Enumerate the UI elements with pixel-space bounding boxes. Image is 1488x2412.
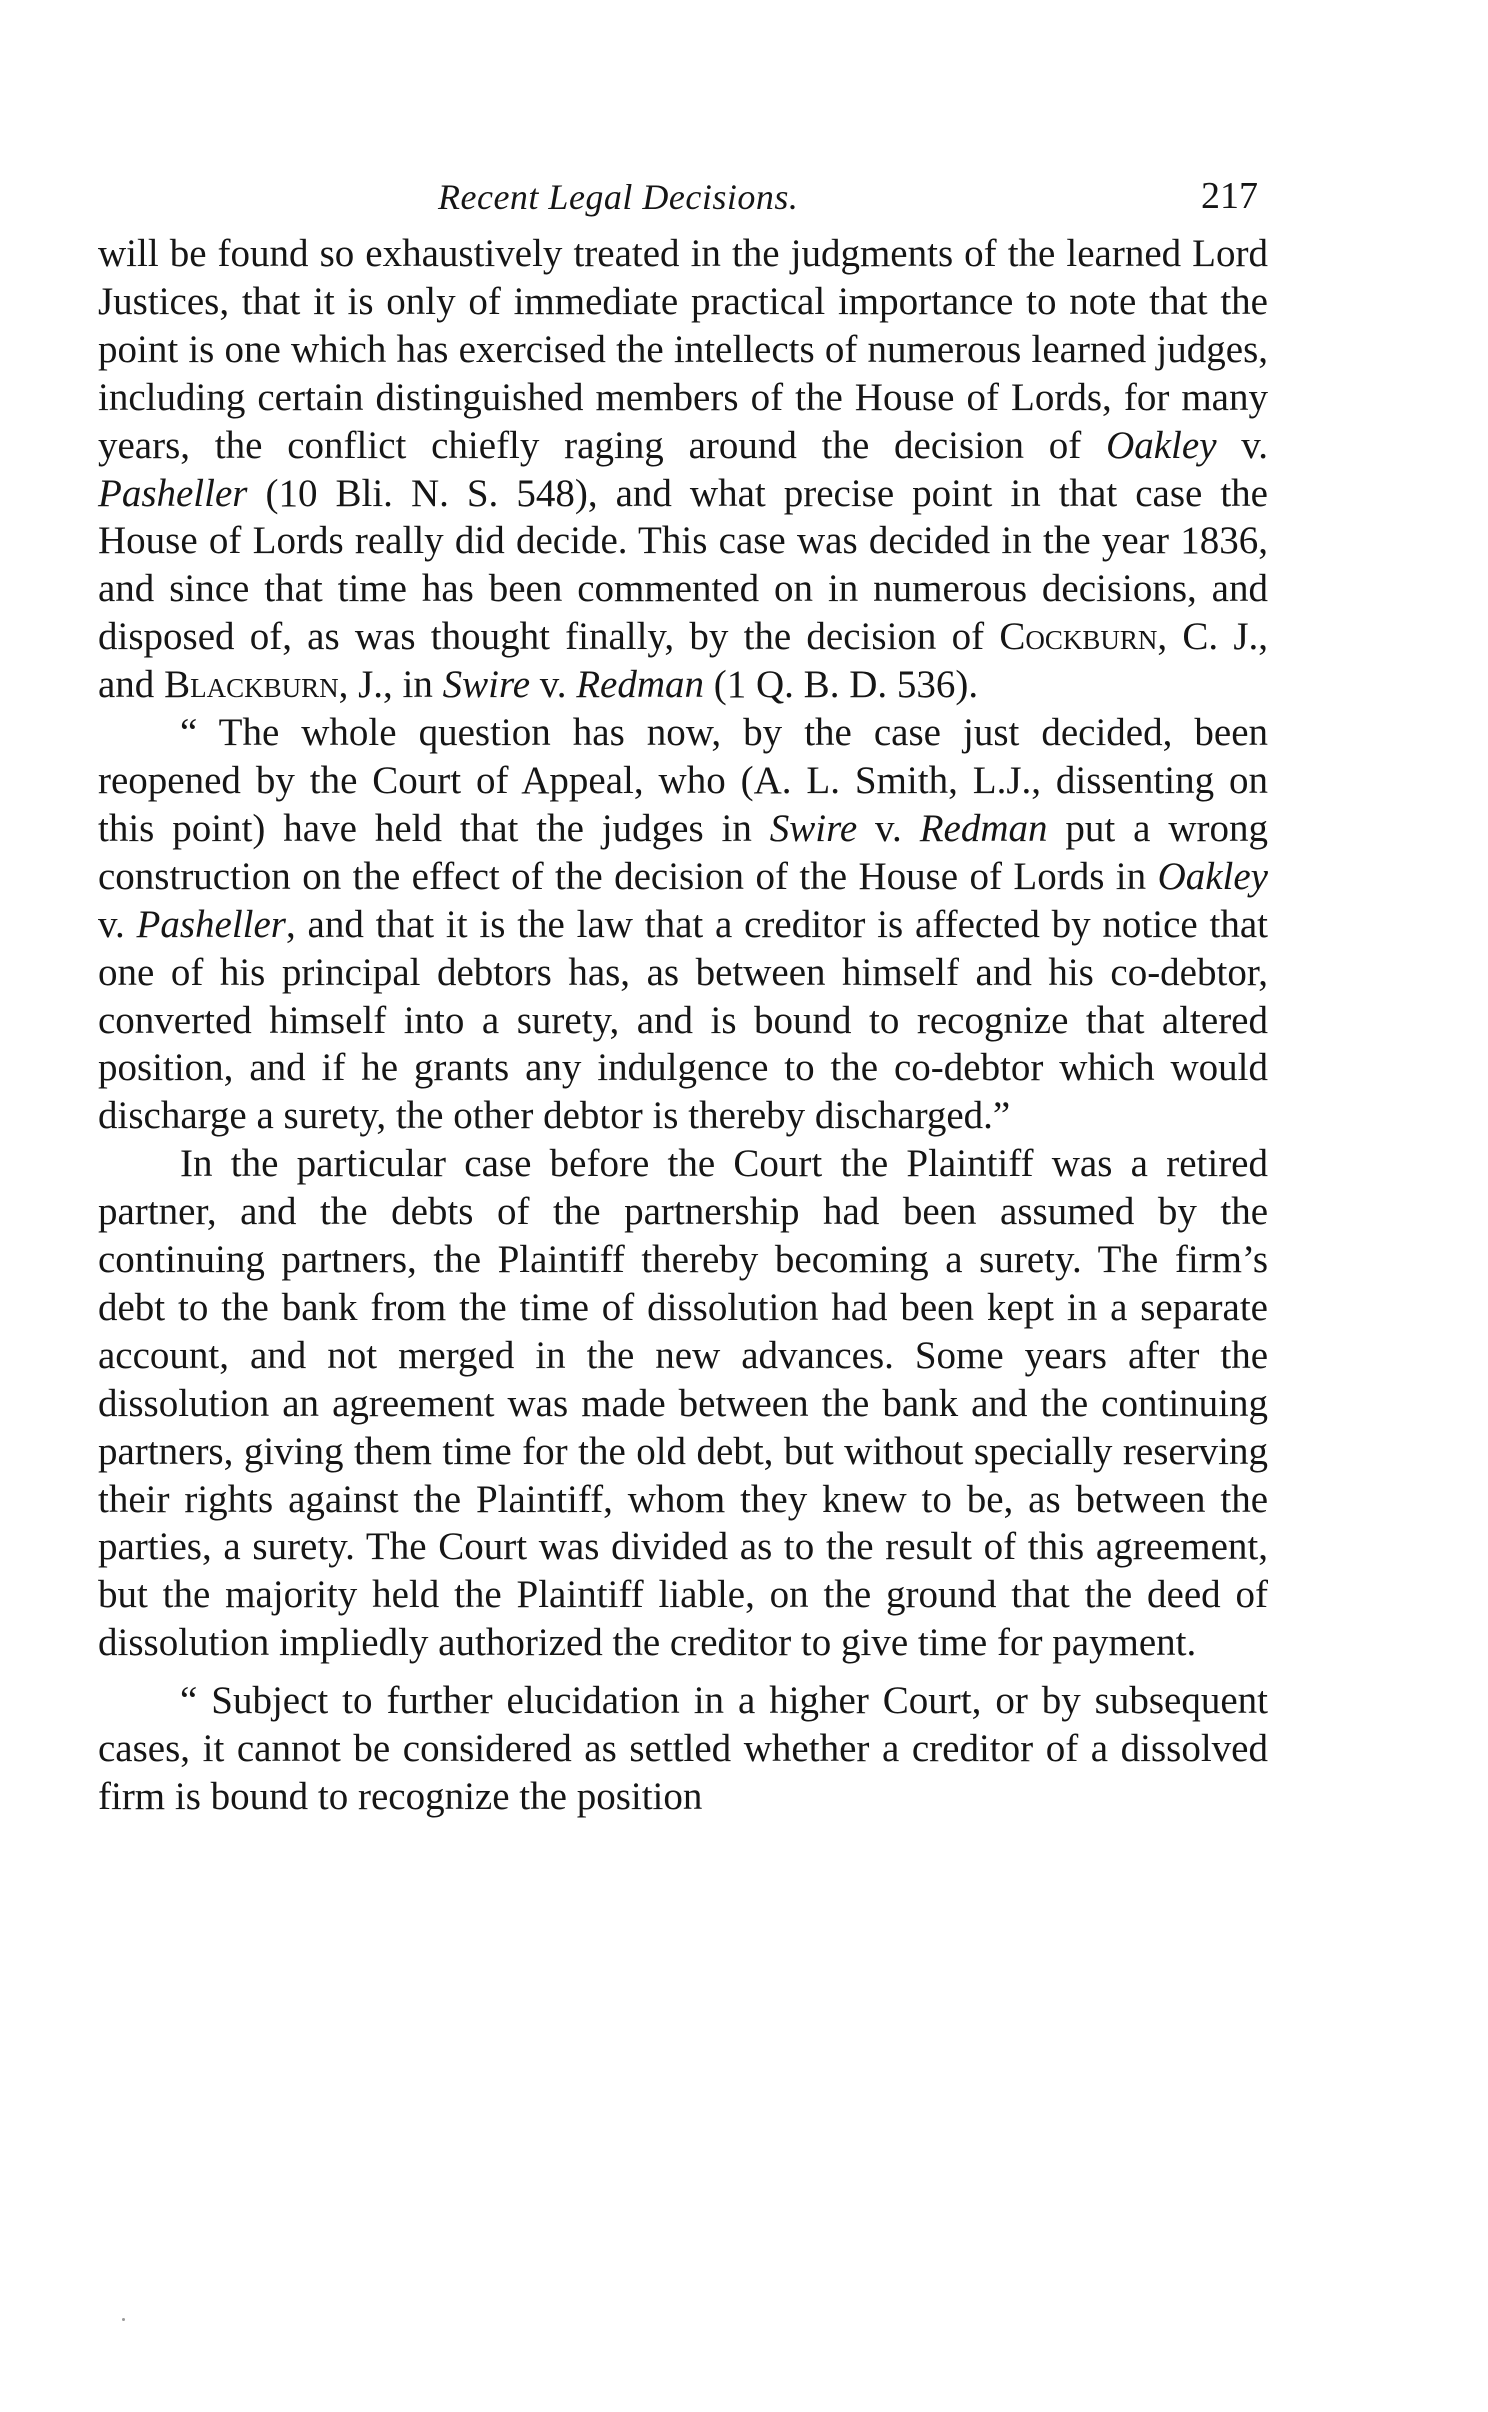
italic-citation: Oakley (1157, 854, 1268, 898)
page-number: 217 (1201, 175, 1258, 217)
text-run: will be found so exhaustively treated in the judgments of the learned Lord Justices, that it is only of immediate practical importance to note that the point is one which has exercised the intellects of numerous learned judges, including certain distinguished members of the House of Lords, for many years, the conflict chiefly raging around the decision of (98, 232, 1268, 467)
judge-name: Blackburn (164, 663, 339, 707)
italic-citation: Redman (576, 663, 705, 707)
text-run: , J., in (338, 663, 443, 707)
text-run: v. (98, 902, 137, 946)
paragraph (98, 230, 1268, 709)
text-run: v. (530, 663, 577, 707)
paragraph (98, 1677, 1268, 1821)
text-run: “ Subject to further elucidation in a higher Court, or by subsequent cases, it cannot be considered as settled whether a creditor of a dissolved firm is bound to recognize the position (98, 1679, 1268, 1818)
italic-citation: Pasheller (98, 471, 248, 515)
text-run: put a wrong construction on the effect of the decision of the House of Lords in (98, 806, 1268, 898)
book-page (98, 160, 1268, 1821)
page-header (98, 160, 1268, 230)
text-run: (1 Q. B. D. 536). (704, 663, 979, 707)
italic-citation: Swire (769, 806, 858, 850)
text-run: “ The whole question has now, by the case just decided, been reopened by the Court of Appeal, who (A. L. Smith, L.J., dissenting on this point) have held that the judges in (98, 711, 1268, 850)
judge-name: Cockburn (999, 615, 1158, 659)
paragraph (98, 709, 1268, 1140)
text-run: , C. J., and (98, 615, 1268, 707)
italic-citation: Oakley (1106, 423, 1217, 467)
text-run: (10 Bli. N. S. 548), and what precise point in that case the House of Lords really did decide. This case was decided in the year 1836, and since that time has been commented on in numerous decisions, and disposed of, as was thought finally, by the decision of (98, 471, 1268, 659)
text-run: v. (857, 806, 920, 850)
text-run: , and that it is the law that a creditor is affected by notice that one of his principal debtors has, as between himself and his co-debtor, converted himself into a surety, and is bound to recognize that altered position, and if he grants any indulgence to the co-debtor which would discharge a surety, the other debtor is thereby discharged.” (98, 902, 1268, 1138)
scan-speck (122, 2318, 125, 2321)
italic-citation: Pasheller (136, 902, 286, 946)
running-title: Recent Legal Decisions. (438, 177, 799, 217)
italic-citation: Redman (919, 806, 1048, 850)
text-run: In the particular case before the Court the Plaintiff was a retired partner, and the debts of the partnership had been assumed by the continuing partners, the Plaintiff thereby becoming a surety. The firm’s debt to the bank from the time of dissolution had been kept in a separate account, and not merged in the new advances. Some years after the dissolution an agreement was made between the bank and the continuing partners, giving them time for the old debt, but without specially reserving their rights against the Plaintiff, whom they knew to be, as between the parties, a surety. The Court was divided as to the result of this agreement, but the majority held the Plaintiff liable, on the ground that the deed of dissolution impliedly authorized the creditor to give time for payment. (98, 1142, 1268, 1665)
paragraph (98, 1140, 1268, 1667)
body-text (98, 230, 1268, 1821)
italic-citation: Swire (442, 663, 530, 707)
text-run: v. (1216, 423, 1269, 467)
